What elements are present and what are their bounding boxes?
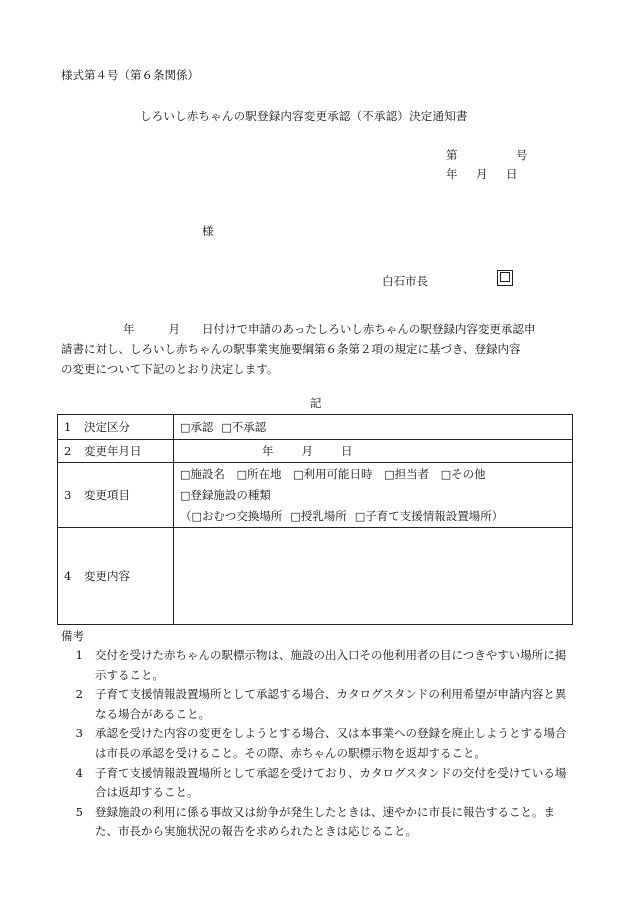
table-row bbox=[58, 440, 573, 463]
checkbox-facility-type[interactable]: □ bbox=[180, 488, 191, 502]
document-title: しろいし赤ちゃんの駅登録内容変更承認（不承認）決定通知書 bbox=[140, 109, 468, 123]
change-content-field[interactable] bbox=[174, 528, 573, 625]
table-row bbox=[58, 528, 573, 625]
body-line3: の変更について下記のとおり決定します。 bbox=[61, 362, 279, 376]
list-item: 4 子育て支援情報設置場所として承認を受けており、カタログスタンドの交付を受けている場合は返却すること。 bbox=[75, 765, 567, 800]
checkbox-disapprove[interactable]: □ bbox=[221, 421, 232, 434]
decision-options bbox=[174, 415, 573, 440]
checkbox-other[interactable]: □ bbox=[440, 467, 452, 481]
body-month: 月 bbox=[168, 322, 180, 336]
body-year: 年 bbox=[123, 322, 135, 336]
body-line2: 請書に対し、しろいし赤ちゃんの駅事業実施要綱第６条第２項の規定に基づき、登録内容 bbox=[61, 342, 521, 356]
list-item: 5 登録施設の利用に係る事故又は紛争が発生したときは、速やかに市長に報告すること。また、市長から実施状況の報告を求められたときは応じること。 bbox=[75, 804, 555, 839]
decision-table bbox=[57, 414, 573, 625]
doc-date-month: 月 bbox=[476, 167, 488, 181]
list-item: 2 子育て支援情報設置場所として承認する場合、カタログスタンドの利用希望が申請内容と異なる場合があること。 bbox=[75, 687, 567, 721]
checkbox-contact[interactable]: □ bbox=[384, 467, 395, 481]
row-label: 2 変更年月日 bbox=[58, 440, 174, 463]
issuer: 白石市長 bbox=[382, 274, 428, 288]
body-line1: 日付けで申請のあったしろいし赤ちゃんの駅登録内容変更承認申 bbox=[202, 322, 536, 336]
remarks-title: 備考 bbox=[61, 629, 84, 643]
checkbox-location[interactable]: □ bbox=[236, 467, 247, 481]
ki-heading: 記 bbox=[310, 396, 322, 410]
row-label: 1 決定区分 bbox=[58, 415, 174, 440]
document-date bbox=[446, 166, 518, 182]
checkbox-nursing[interactable]: □ bbox=[290, 509, 301, 523]
checkbox-facility-name[interactable]: □ bbox=[180, 467, 191, 481]
addressee: 様 bbox=[202, 224, 214, 238]
change-date: 年 月 日 bbox=[174, 440, 573, 463]
doc-date-year: 年 bbox=[446, 167, 458, 181]
list-item: 3 承認を受けた内容の変更をしようとする場合、又は本事業への登録を廃止しようとする場合は市長の承認を受けること。その際、赤ちゃんの駅標示物を返却すること。 bbox=[75, 726, 567, 760]
change-items: □施設名 □所在地 □利用可能日時 □担当者 □その他 □登録施設の種類 （□おむつ交換場所 □授乳場所 □子育て支援情報設置場所） bbox=[174, 463, 573, 528]
seal-icon bbox=[497, 270, 513, 286]
form-number: 様式第４号（第６条関係） bbox=[61, 68, 199, 82]
doc-date-day: 日 bbox=[506, 167, 518, 181]
doc-number-prefix: 第 bbox=[446, 148, 458, 162]
notice-body bbox=[61, 319, 573, 379]
checkbox-hours[interactable]: □ bbox=[293, 467, 304, 481]
document-number bbox=[446, 147, 528, 163]
table-row bbox=[58, 415, 573, 440]
checkbox-approve[interactable]: □ bbox=[180, 421, 191, 434]
remarks-list bbox=[61, 646, 573, 842]
row-label: 4 変更内容 bbox=[58, 528, 174, 625]
option-approve: 承認 bbox=[190, 420, 214, 434]
table-row bbox=[58, 463, 573, 528]
checkbox-info[interactable]: □ bbox=[354, 509, 366, 523]
doc-number-suffix: 号 bbox=[516, 148, 528, 162]
checkbox-diaper[interactable]: □ bbox=[191, 509, 202, 523]
row-label: 3 変更項目 bbox=[58, 463, 174, 528]
option-disapprove: 不承認 bbox=[231, 420, 267, 434]
list-item: 1 交付を受けた赤ちゃんの駅標示物は、施設の出入口その他利用者の目につきやすい場所に掲示すること。 bbox=[75, 648, 567, 682]
